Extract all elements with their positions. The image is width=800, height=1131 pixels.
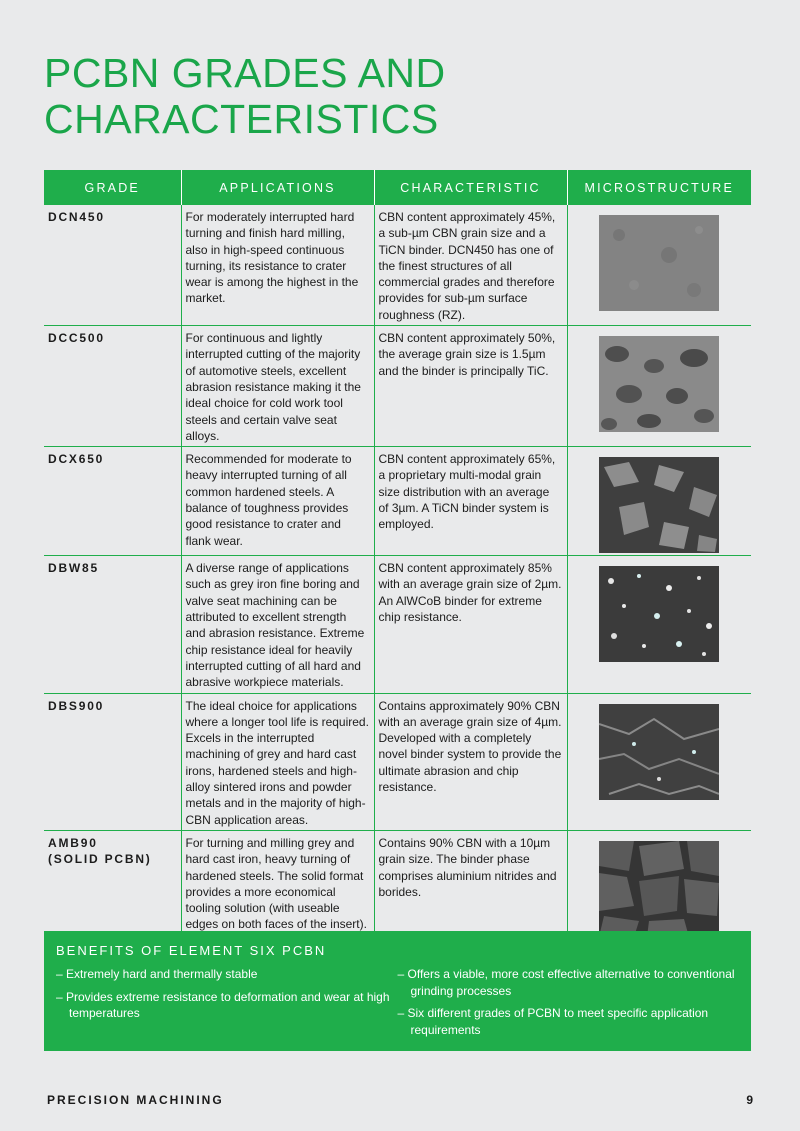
- microstructure-cell: [567, 556, 751, 693]
- footer-section-name: PRECISION MACHINING: [47, 1093, 224, 1107]
- characteristic-cell: Contains approximately 90% CBN with an average grain size of 4µm. Developed with a completely novel binder system to provide the ultimate abrasion and chip resistance.: [374, 693, 567, 830]
- table-row: [44, 830, 751, 939]
- benefits-box: [44, 931, 751, 1051]
- microstructure-fine-grey-icon: [599, 215, 719, 311]
- microstructure-cell: [567, 830, 751, 939]
- header-characteristic: CHARACTERISTIC: [374, 170, 567, 205]
- benefits-left-column: [56, 966, 398, 1044]
- table-row: [44, 693, 751, 830]
- applications-cell: For turning and milling grey and hard cast iron, heavy turning of hardened steels. The solid format provides a more economical tooling solution (with useable edges on both faces of the insert).: [181, 830, 374, 939]
- applications-cell: The ideal choice for applications where a longer tool life is required. Excels in the interrupted machining of grey and hard cast irons, hardened steels and high-alloy sintered irons and powder metals and in the majority of high-CBN application areas.: [181, 693, 374, 830]
- benefit-item: – Offers a viable, more cost effective alternative to conventional grinding processes: [397, 967, 735, 998]
- grade-cell: [44, 326, 181, 447]
- applications-cell: Recommended for moderate to heavy interrupted turning of all common hardened steels. A balance of toughness provides good resistance to crater and flank wear.: [181, 447, 374, 556]
- grade-cell: [44, 205, 181, 326]
- characteristic-cell: CBN content approximately 65%, a proprietary multi-modal grain size distribution with an average of 3µm. A TiCN binder system is employed.: [374, 447, 567, 556]
- grade-subname: (SOLID PCBN): [48, 852, 152, 867]
- grades-table: [44, 170, 751, 940]
- page-title-line1: PCBN GRADES AND: [44, 50, 446, 96]
- microstructure-cell: [567, 326, 751, 447]
- table-row: [44, 326, 751, 447]
- header-microstructure: MICROSTRUCTURE: [567, 170, 751, 205]
- table-row: [44, 447, 751, 556]
- applications-cell: A diverse range of applications such as grey iron fine boring and valve seat machining can be attributed to excellent strength and abrasion resistance. Extreme chip resistance ideal for heavily interrupted cutting of all hard and abrasive workpiece materials.: [181, 556, 374, 693]
- grade-name: DCX650: [48, 452, 105, 467]
- microstructure-dark-network-icon: [599, 704, 719, 800]
- header-applications: APPLICATIONS: [181, 170, 374, 205]
- characteristic-cell: CBN content approximately 50%, the average grain size is 1.5µm and the binder is principally TiC.: [374, 326, 567, 447]
- grade-name: DBS900: [48, 698, 105, 713]
- benefits-title: BENEFITS OF ELEMENT SIX PCBN: [56, 943, 327, 958]
- microstructure-multimodal-icon: [599, 457, 719, 553]
- benefit-item: – Six different grades of PCBN to meet specific application requirements: [397, 1006, 709, 1037]
- header-grade: GRADE: [44, 170, 181, 205]
- grade-cell: [44, 830, 181, 939]
- microstructure-cell: [567, 205, 751, 326]
- applications-cell: For moderately interrupted hard turning and finish hard milling, also in high-speed continuous turning, its resistance to crater wear is among the highest in the market.: [181, 205, 374, 326]
- table-row: [44, 556, 751, 693]
- grade-cell: [44, 556, 181, 693]
- benefits-right-column: [398, 966, 740, 1044]
- table-row: [44, 205, 751, 326]
- table-header-row: [44, 170, 751, 205]
- benefit-item: – Extremely hard and thermally stable: [56, 967, 258, 981]
- grade-name: AMB90: [48, 835, 98, 850]
- grade-cell: [44, 693, 181, 830]
- microstructure-mottled-grey-icon: [599, 336, 719, 432]
- characteristic-cell: CBN content approximately 85% with an average grain size of 2µm. An AlWCoB binder for extreme chip resistance.: [374, 556, 567, 693]
- microstructure-dark-bright-spots-icon: [599, 566, 719, 662]
- grade-name: DCN450: [48, 210, 105, 224]
- applications-cell: For continuous and lightly interrupted cutting of the majority of automotive steels, excellent abrasion resistance making it the ideal choice for cold work tool steels and certain valve seat alloys.: [181, 326, 374, 447]
- characteristic-cell: CBN content approximately 45%, a sub-µm CBN grain size and a TiCN binder. DCN450 has one of the finest structures of all commercial grades and therefore provides for sub-µm surface roughness (RZ).: [374, 205, 567, 326]
- grade-name: DBW85: [48, 561, 100, 576]
- benefit-item: – Provides extreme resistance to deformation and wear at high temperatures: [56, 989, 390, 1020]
- grade-name: DCC500: [48, 331, 105, 346]
- microstructure-coarse-grains-icon: [599, 841, 719, 937]
- page-number: 9: [746, 1093, 753, 1107]
- microstructure-cell: [567, 693, 751, 830]
- page-title-line2: CHARACTERISTICS: [44, 96, 439, 142]
- characteristic-cell: Contains 90% CBN with a 10µm grain size. The binder phase comprises aluminium nitrides and borides.: [374, 830, 567, 939]
- page-title: [44, 50, 446, 142]
- microstructure-cell: [567, 447, 751, 556]
- benefits-columns: [56, 966, 739, 1044]
- grade-cell: [44, 447, 181, 556]
